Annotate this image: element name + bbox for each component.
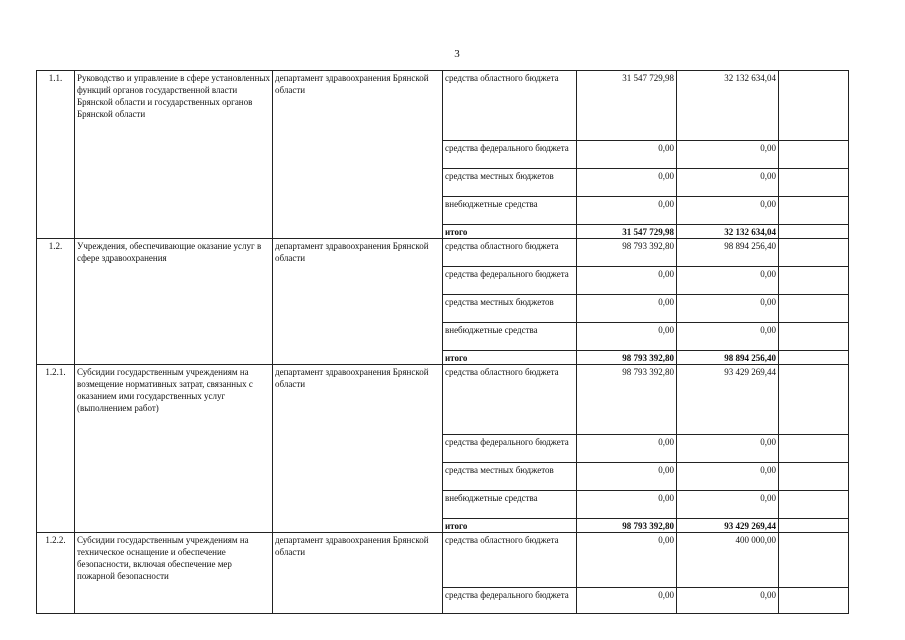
amount-year-3: [779, 295, 849, 323]
amount-year-2: 0,00: [677, 141, 779, 169]
item-name: Учреждения, обеспечивающие оказание услуг в сфере здравоохранения: [75, 239, 273, 365]
amount-year-2: 98 894 256,40: [677, 351, 779, 365]
amount-year-1: 0,00: [577, 463, 677, 491]
amount-year-3: [779, 519, 849, 533]
amount-year-1: 0,00: [577, 435, 677, 463]
table-row: [37, 365, 849, 435]
amount-year-2: 32 132 634,04: [677, 71, 779, 141]
item-number: 1.1.: [37, 71, 75, 239]
funding-source: средства федерального бюджета: [443, 435, 577, 463]
item-number: 1.2.1.: [37, 365, 75, 533]
amount-year-3: [779, 491, 849, 519]
amount-year-2: 98 894 256,40: [677, 239, 779, 267]
amount-year-2: 0,00: [677, 491, 779, 519]
funding-source: средства федерального бюджета: [443, 141, 577, 169]
amount-year-3: [779, 323, 849, 351]
amount-year-2: 0,00: [677, 197, 779, 225]
amount-year-1: 98 793 392,80: [577, 239, 677, 267]
funding-source: средства областного бюджета: [443, 71, 577, 141]
amount-year-3: [779, 197, 849, 225]
table-body: [37, 71, 849, 614]
amount-year-2: 93 429 269,44: [677, 365, 779, 435]
funding-source: средства местных бюджетов: [443, 463, 577, 491]
item-department: департамент здравоохранения Брянской области: [273, 533, 443, 614]
amount-year-1: 0,00: [577, 197, 677, 225]
funding-source: внебюджетные средства: [443, 491, 577, 519]
amount-year-1: 98 793 392,80: [577, 519, 677, 533]
amount-year-1: 31 547 729,98: [577, 225, 677, 239]
amount-year-1: 98 793 392,80: [577, 365, 677, 435]
amount-year-1: 0,00: [577, 533, 677, 588]
amount-year-1: 98 793 392,80: [577, 351, 677, 365]
amount-year-2: 0,00: [677, 323, 779, 351]
item-department: департамент здравоохранения Брянской области: [273, 71, 443, 239]
amount-year-1: 0,00: [577, 491, 677, 519]
funding-source: средства местных бюджетов: [443, 295, 577, 323]
amount-year-3: [779, 71, 849, 141]
amount-year-2: 32 132 634,04: [677, 225, 779, 239]
funding-source: средства областного бюджета: [443, 533, 577, 588]
item-department: департамент здравоохранения Брянской области: [273, 365, 443, 533]
amount-year-1: 0,00: [577, 267, 677, 295]
amount-year-1: 0,00: [577, 169, 677, 197]
amount-year-3: [779, 365, 849, 435]
funding-source: средства федерального бюджета: [443, 588, 577, 614]
amount-year-3: [779, 588, 849, 614]
funding-source: итого: [443, 519, 577, 533]
table-row: [37, 71, 849, 141]
amount-year-3: [779, 225, 849, 239]
table-row: [37, 533, 849, 588]
funding-source: внебюджетные средства: [443, 197, 577, 225]
funding-source: итого: [443, 225, 577, 239]
amount-year-2: 0,00: [677, 169, 779, 197]
amount-year-3: [779, 239, 849, 267]
funding-source: средства областного бюджета: [443, 365, 577, 435]
amount-year-2: 400 000,00: [677, 533, 779, 588]
funding-source: итого: [443, 351, 577, 365]
amount-year-1: 0,00: [577, 295, 677, 323]
funding-source: средства местных бюджетов: [443, 169, 577, 197]
item-name: Субсидии государственным учреждениям на техническое оснащение и обеспечение безопасности, включая обеспечение мер пожарной безопасности: [75, 533, 273, 614]
amount-year-1: 31 547 729,98: [577, 71, 677, 141]
amount-year-2: 0,00: [677, 267, 779, 295]
funding-source: средства федерального бюджета: [443, 267, 577, 295]
item-name: Субсидии государственным учреждениям на возмещение нормативных затрат, связанных с оказанием ими государственных услуг (выполнением работ): [75, 365, 273, 533]
amount-year-3: [779, 435, 849, 463]
amount-year-1: 0,00: [577, 588, 677, 614]
amount-year-2: 0,00: [677, 588, 779, 614]
amount-year-3: [779, 169, 849, 197]
amount-year-3: [779, 351, 849, 365]
table-row: [37, 239, 849, 267]
amount-year-2: 0,00: [677, 295, 779, 323]
item-number: 1.2.2.: [37, 533, 75, 614]
amount-year-3: [779, 463, 849, 491]
amount-year-3: [779, 533, 849, 588]
item-number: 1.2.: [37, 239, 75, 365]
item-department: департамент здравоохранения Брянской области: [273, 239, 443, 365]
page-number: 3: [454, 48, 460, 60]
item-name: Руководство и управление в сфере установленных функций органов государственной власти Брянской области и государственных органов Брянской области: [75, 71, 273, 239]
amount-year-1: 0,00: [577, 141, 677, 169]
amount-year-3: [779, 267, 849, 295]
amount-year-1: 0,00: [577, 323, 677, 351]
funding-source: средства областного бюджета: [443, 239, 577, 267]
budget-table: [36, 70, 849, 614]
amount-year-2: 0,00: [677, 463, 779, 491]
funding-source: внебюджетные средства: [443, 323, 577, 351]
amount-year-2: 93 429 269,44: [677, 519, 779, 533]
amount-year-3: [779, 141, 849, 169]
amount-year-2: 0,00: [677, 435, 779, 463]
